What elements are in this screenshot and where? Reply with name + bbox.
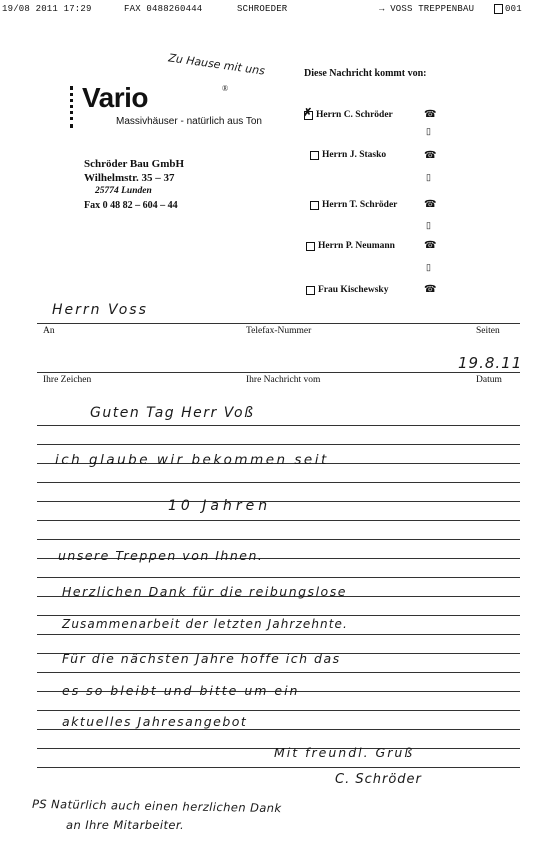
phone-icon: ☎ bbox=[424, 240, 437, 251]
logo-tagline: Massivhäuser - natürlich aus Ton bbox=[116, 116, 262, 127]
signature: C. Schröder bbox=[335, 772, 422, 787]
company-fax: Fax 0 48 82 – 604 – 44 bbox=[84, 200, 178, 211]
datum-rule bbox=[37, 372, 520, 373]
sender-name: Herrn J. Stasko bbox=[322, 150, 387, 160]
closing: Mit freundl. Gruß bbox=[274, 745, 415, 760]
checkbox[interactable] bbox=[310, 201, 319, 210]
logo-trademark: ® bbox=[222, 84, 229, 93]
sender-option-kischewsky[interactable] bbox=[306, 285, 388, 295]
mobile-icon: ▯ bbox=[426, 172, 431, 182]
sender-name: Herrn T. Schröder bbox=[322, 200, 398, 210]
phone-icon: ☎ bbox=[424, 109, 437, 120]
ruled-line bbox=[37, 444, 520, 445]
sender-option-t-schroeder[interactable] bbox=[310, 200, 397, 210]
ruled-line bbox=[37, 710, 520, 711]
logo-brand: Vario bbox=[82, 82, 148, 113]
company-street: Wilhelmstr. 35 – 37 bbox=[84, 172, 175, 184]
an-rule bbox=[37, 323, 520, 324]
logo-slogan: Zu Hause mit uns bbox=[167, 51, 266, 78]
ruled-line bbox=[37, 425, 520, 426]
ruled-line bbox=[37, 501, 520, 502]
sender-name: Herrn P. Neumann bbox=[318, 241, 395, 251]
ruled-line bbox=[37, 482, 520, 483]
ruled-line bbox=[37, 577, 520, 578]
sender-option-j-stasko[interactable] bbox=[310, 150, 386, 160]
phone-icon: ☎ bbox=[424, 284, 437, 295]
ruled-line bbox=[37, 520, 520, 521]
postscript-line-2: an Ihre Mitarbeiter. bbox=[66, 818, 185, 832]
an-value[interactable]: Herrn Voss bbox=[52, 302, 148, 318]
message-line: aktuelles Jahresangebot bbox=[62, 714, 248, 729]
ruled-line bbox=[37, 767, 520, 768]
company-name: Schröder Bau GmbH bbox=[84, 158, 185, 170]
telefax-label: Telefax-Nummer bbox=[246, 326, 312, 336]
sender-option-p-neumann[interactable] bbox=[306, 241, 395, 251]
message-line: 10 Jahren bbox=[168, 498, 272, 514]
fax-number: FAX 0488260444 bbox=[124, 4, 203, 14]
ihre-zeichen-label: Ihre Zeichen bbox=[43, 375, 92, 385]
company-city: 25774 Lunden bbox=[95, 186, 152, 196]
message-line: Zusammenarbeit der letzten Jahrzehnte. bbox=[62, 617, 348, 631]
datum-label: Datum bbox=[476, 375, 502, 385]
message-line: Herzlichen Dank für die reibungslose bbox=[62, 584, 347, 599]
mobile-icon: ▯ bbox=[426, 262, 431, 272]
seiten-label: Seiten bbox=[476, 326, 500, 336]
message-line: unsere Treppen von Ihnen. bbox=[58, 548, 264, 563]
message-line: ich glaube wir bekommen seit bbox=[55, 452, 329, 468]
message-line: es so bleibt und bitte um ein bbox=[62, 683, 300, 698]
fax-page-number: 001 bbox=[505, 4, 522, 14]
ihre-nachricht-label: Ihre Nachricht vom bbox=[246, 375, 321, 385]
message-line: Guten Tag Herr Voß bbox=[90, 405, 255, 421]
phone-icon: ☎ bbox=[424, 199, 437, 210]
sender-name: Herrn C. Schröder bbox=[316, 110, 393, 120]
phone-icon: ☎ bbox=[424, 150, 437, 161]
checkbox[interactable] bbox=[306, 286, 315, 295]
an-label: An bbox=[43, 326, 55, 336]
postscript-line-1: PS Natürlich auch einen herzlichen Dank bbox=[31, 796, 282, 816]
senders-title: Diese Nachricht kommt von: bbox=[304, 68, 427, 79]
checkbox[interactable] bbox=[310, 151, 319, 160]
page-icon bbox=[494, 4, 503, 14]
ruled-line bbox=[37, 539, 520, 540]
fax-page bbox=[494, 4, 522, 14]
ruled-line bbox=[37, 615, 520, 616]
ruled-line bbox=[37, 672, 520, 673]
logo-bar bbox=[70, 86, 76, 128]
fax-sender-id: SCHROEDER bbox=[237, 4, 288, 14]
mobile-icon: ▯ bbox=[426, 126, 431, 136]
mobile-icon: ▯ bbox=[426, 220, 431, 230]
fax-recipient: → VOSS TREPPENBAU bbox=[379, 4, 475, 14]
ruled-line bbox=[37, 729, 520, 730]
checkbox-checked[interactable] bbox=[304, 111, 313, 120]
ruled-line bbox=[37, 634, 520, 635]
sender-name: Frau Kischewsky bbox=[318, 285, 389, 295]
fax-datetime: 19/08 2011 17:29 bbox=[2, 4, 92, 14]
message-line: Für die nächsten Jahre hoffe ich das bbox=[62, 651, 341, 666]
datum-value[interactable]: 19.8.11 bbox=[458, 354, 523, 372]
checkbox[interactable] bbox=[306, 242, 315, 251]
sender-option-c-schroeder[interactable] bbox=[304, 110, 393, 120]
